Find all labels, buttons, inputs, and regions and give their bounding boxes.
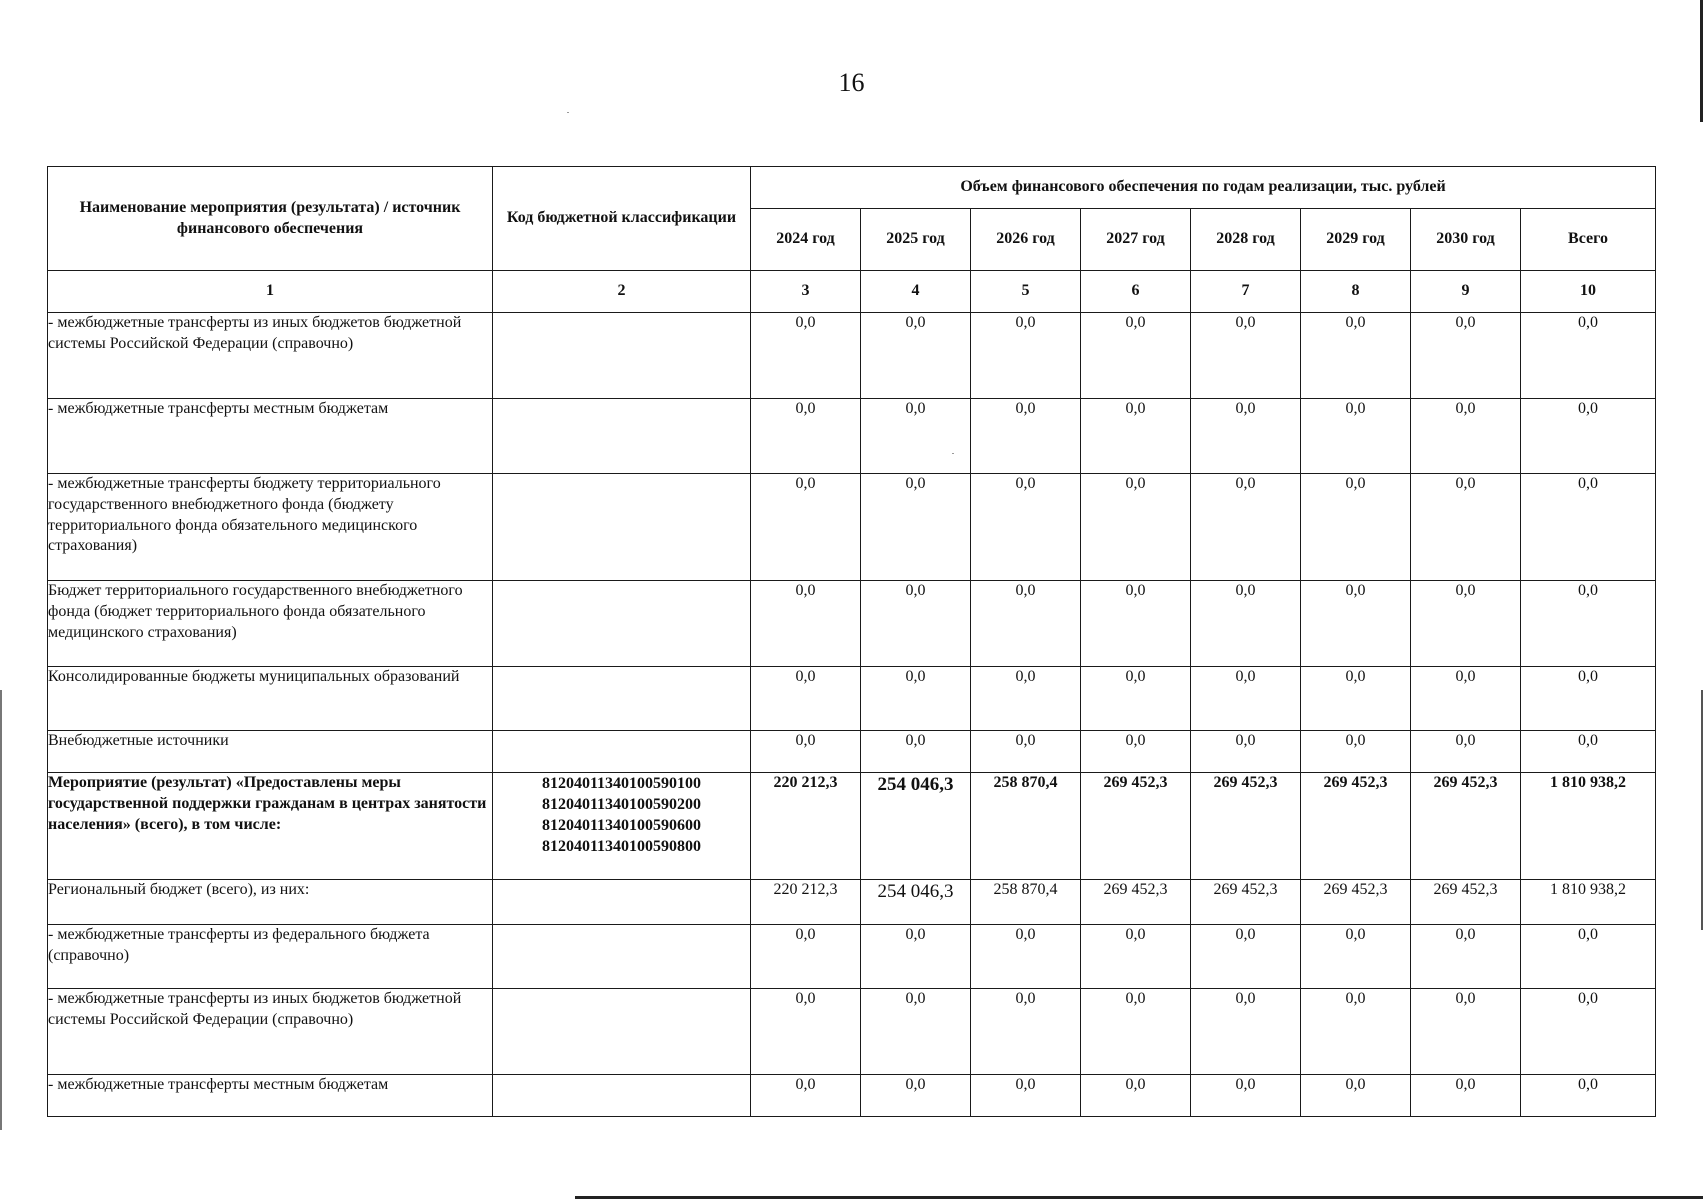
- cell-2028: 0,0: [1191, 1075, 1301, 1117]
- header-year: 2025 год: [861, 209, 971, 271]
- table-row-measure: [48, 773, 1656, 880]
- table-row: [48, 925, 1656, 989]
- column-number: 3: [751, 271, 861, 313]
- cell-2028: 269 452,3: [1191, 880, 1301, 925]
- cell-2028: 0,0: [1191, 731, 1301, 773]
- table-body: [48, 313, 1656, 1117]
- table-row: [48, 880, 1656, 925]
- row-code: [493, 474, 751, 581]
- row-code: [493, 880, 751, 925]
- cell-2027: 269 452,3: [1081, 880, 1191, 925]
- header-year: 2026 год: [971, 209, 1081, 271]
- header-name: Наименование мероприятия (результата) / источник финансового обеспечения: [48, 167, 493, 271]
- column-number: 2: [493, 271, 751, 313]
- cell-2026: 0,0: [971, 1075, 1081, 1117]
- cell-2024: 220 212,3: [751, 880, 861, 925]
- cell-2026: 258 870,4: [971, 880, 1081, 925]
- cell-2024: 0,0: [751, 399, 861, 474]
- cell-2026: 0,0: [971, 989, 1081, 1075]
- cell-2028: 0,0: [1191, 667, 1301, 731]
- cell-2030: 0,0: [1411, 925, 1521, 989]
- column-number: 1: [48, 271, 493, 313]
- scan-speck: [567, 112, 569, 113]
- cell-2025: 0,0: [861, 925, 971, 989]
- table-row: [48, 313, 1656, 399]
- row-code: [493, 773, 751, 880]
- row-name: - межбюджетные трансферты местным бюджетам: [48, 399, 493, 474]
- row-code: [493, 925, 751, 989]
- cell-2024: 0,0: [751, 581, 861, 667]
- cell-total: 0,0: [1521, 399, 1656, 474]
- cell-2025: 254 046,3: [861, 773, 971, 880]
- cell-2028: 0,0: [1191, 989, 1301, 1075]
- cell-2027: 0,0: [1081, 989, 1191, 1075]
- cell-2025: 0,0: [861, 313, 971, 399]
- cell-2027: 0,0: [1081, 313, 1191, 399]
- cell-2027: 0,0: [1081, 731, 1191, 773]
- table-row: [48, 731, 1656, 773]
- row-code: [493, 1075, 751, 1117]
- cell-2026: 0,0: [971, 313, 1081, 399]
- cell-2026: 0,0: [971, 581, 1081, 667]
- cell-2025: 254 046,3: [861, 880, 971, 925]
- cell-2029: 0,0: [1301, 731, 1411, 773]
- row-code: [493, 399, 751, 474]
- cell-2030: 0,0: [1411, 667, 1521, 731]
- cell-2029: 0,0: [1301, 399, 1411, 474]
- cell-2028: 0,0: [1191, 474, 1301, 581]
- cell-2024: 0,0: [751, 1075, 861, 1117]
- row-name: Консолидированные бюджеты муниципальных образований: [48, 667, 493, 731]
- cell-2027: 0,0: [1081, 581, 1191, 667]
- cell-2029: 269 452,3: [1301, 773, 1411, 880]
- cell-2025: 0,0: [861, 581, 971, 667]
- cell-2029: 0,0: [1301, 667, 1411, 731]
- cell-total: 1 810 938,2: [1521, 880, 1656, 925]
- header-code: Код бюджетной классификации: [493, 167, 751, 271]
- cell-2026: 0,0: [971, 667, 1081, 731]
- column-number: 6: [1081, 271, 1191, 313]
- cell-2026: 0,0: [971, 925, 1081, 989]
- budget-code: 81204011340100590100: [541, 775, 702, 792]
- cell-2030: 0,0: [1411, 313, 1521, 399]
- cell-total: 0,0: [1521, 925, 1656, 989]
- row-name: Бюджет территориального государственного внебюджетного фонда (бюджет территориального фонда обязательного медицинского страхования): [48, 581, 493, 667]
- column-number: 4: [861, 271, 971, 313]
- header-year: 2024 год: [751, 209, 861, 271]
- cell-2024: 0,0: [751, 474, 861, 581]
- cell-2030: 0,0: [1411, 731, 1521, 773]
- cell-2030: 0,0: [1411, 1075, 1521, 1117]
- cell-2030: 0,0: [1411, 989, 1521, 1075]
- cell-2026: 0,0: [971, 731, 1081, 773]
- table-row: [48, 581, 1656, 667]
- column-number: 10: [1521, 271, 1656, 313]
- header-volume: Объем финансового обеспечения по годам реализации, тыс. рублей: [751, 167, 1656, 209]
- cell-2028: 0,0: [1191, 399, 1301, 474]
- column-number: 8: [1301, 271, 1411, 313]
- cell-2028: 0,0: [1191, 581, 1301, 667]
- cell-2025: 0,0: [861, 667, 971, 731]
- column-number: 7: [1191, 271, 1301, 313]
- cell-total: 0,0: [1521, 667, 1656, 731]
- cell-2028: 0,0: [1191, 313, 1301, 399]
- cell-total: 0,0: [1521, 1075, 1656, 1117]
- cell-2029: 0,0: [1301, 989, 1411, 1075]
- cell-2025: 0,0: [861, 731, 971, 773]
- cell-total: 0,0: [1521, 731, 1656, 773]
- cell-total: 0,0: [1521, 474, 1656, 581]
- header-row-numbers: [48, 271, 1656, 313]
- row-code: [493, 667, 751, 731]
- header-year: 2030 год: [1411, 209, 1521, 271]
- cell-2024: 0,0: [751, 989, 861, 1075]
- header-total: Всего: [1521, 209, 1656, 271]
- table-row: [48, 667, 1656, 731]
- cell-2024: 0,0: [751, 313, 861, 399]
- cell-2025: 0,0: [861, 1075, 971, 1117]
- cell-2030: 0,0: [1411, 399, 1521, 474]
- header-year: 2028 год: [1191, 209, 1301, 271]
- cell-2028: 0,0: [1191, 925, 1301, 989]
- row-name: Региональный бюджет (всего), из них:: [48, 880, 493, 925]
- cell-2026: 0,0: [971, 399, 1081, 474]
- table-row: [48, 474, 1656, 581]
- row-name: - межбюджетные трансферты из иных бюджетов бюджетной системы Российской Федерации (справочно): [48, 989, 493, 1075]
- column-number: 5: [971, 271, 1081, 313]
- cell-2029: 0,0: [1301, 1075, 1411, 1117]
- scan-edge-left: [0, 690, 2, 1130]
- table-row: [48, 989, 1656, 1075]
- cell-2027: 269 452,3: [1081, 773, 1191, 880]
- column-number: 9: [1411, 271, 1521, 313]
- cell-2029: 0,0: [1301, 313, 1411, 399]
- header-row-groups: [48, 167, 1656, 209]
- cell-2025: 0,0: [861, 399, 971, 474]
- table-header: [48, 167, 1656, 313]
- cell-2030: 269 452,3: [1411, 880, 1521, 925]
- budget-code: 81204011340100590200: [541, 796, 702, 814]
- row-name: - межбюджетные трансферты из федерального бюджета (справочно): [48, 925, 493, 989]
- cell-2024: 0,0: [751, 731, 861, 773]
- page-number: 16: [838, 68, 865, 97]
- table-row: [48, 1075, 1656, 1117]
- cell-2027: 0,0: [1081, 667, 1191, 731]
- cell-total: 0,0: [1521, 989, 1656, 1075]
- cell-2030: 0,0: [1411, 581, 1521, 667]
- cell-total: 1 810 938,2: [1521, 773, 1656, 880]
- budget-code: 81204011340100590600: [541, 817, 702, 835]
- row-name: - межбюджетные трансферты из иных бюджетов бюджетной системы Российской Федерации (справочно): [48, 313, 493, 399]
- cell-2024: 0,0: [751, 667, 861, 731]
- row-code: [493, 313, 751, 399]
- cell-2029: 0,0: [1301, 474, 1411, 581]
- cell-total: 0,0: [1521, 581, 1656, 667]
- row-code: [493, 581, 751, 667]
- row-code: [493, 731, 751, 773]
- cell-2026: 258 870,4: [971, 773, 1081, 880]
- cell-2029: 269 452,3: [1301, 880, 1411, 925]
- budget-code: 81204011340100590800: [541, 838, 702, 856]
- cell-2024: 220 212,3: [751, 773, 861, 880]
- cell-2030: 269 452,3: [1411, 773, 1521, 880]
- row-code: [493, 989, 751, 1075]
- cell-2025: 0,0: [861, 474, 971, 581]
- header-year: 2029 год: [1301, 209, 1411, 271]
- cell-2025: 0,0: [861, 989, 971, 1075]
- cell-2029: 0,0: [1301, 581, 1411, 667]
- cell-2028: 269 452,3: [1191, 773, 1301, 880]
- row-name: - межбюджетные трансферты местным бюджетам: [48, 1075, 493, 1117]
- cell-2027: 0,0: [1081, 925, 1191, 989]
- scan-edge-bottom: [575, 1196, 1703, 1199]
- cell-2027: 0,0: [1081, 399, 1191, 474]
- row-name: - межбюджетные трансферты бюджету территориального государственного внебюджетного фонда (бюджету территориального фонда обязательного медицинского страхования): [48, 474, 493, 581]
- cell-2024: 0,0: [751, 925, 861, 989]
- row-name: Внебюджетные источники: [48, 731, 493, 773]
- cell-total: 0,0: [1521, 313, 1656, 399]
- cell-2030: 0,0: [1411, 474, 1521, 581]
- cell-2027: 0,0: [1081, 1075, 1191, 1117]
- row-name: Мероприятие (результат) «Предоставлены меры государственной поддержки гражданам в центрах занятости населения» (всего), в том числе:: [48, 773, 493, 880]
- cell-2026: 0,0: [971, 474, 1081, 581]
- cell-2029: 0,0: [1301, 925, 1411, 989]
- header-year: 2027 год: [1081, 209, 1191, 271]
- financing-table: [47, 166, 1656, 1117]
- cell-2027: 0,0: [1081, 474, 1191, 581]
- table-row: [48, 399, 1656, 474]
